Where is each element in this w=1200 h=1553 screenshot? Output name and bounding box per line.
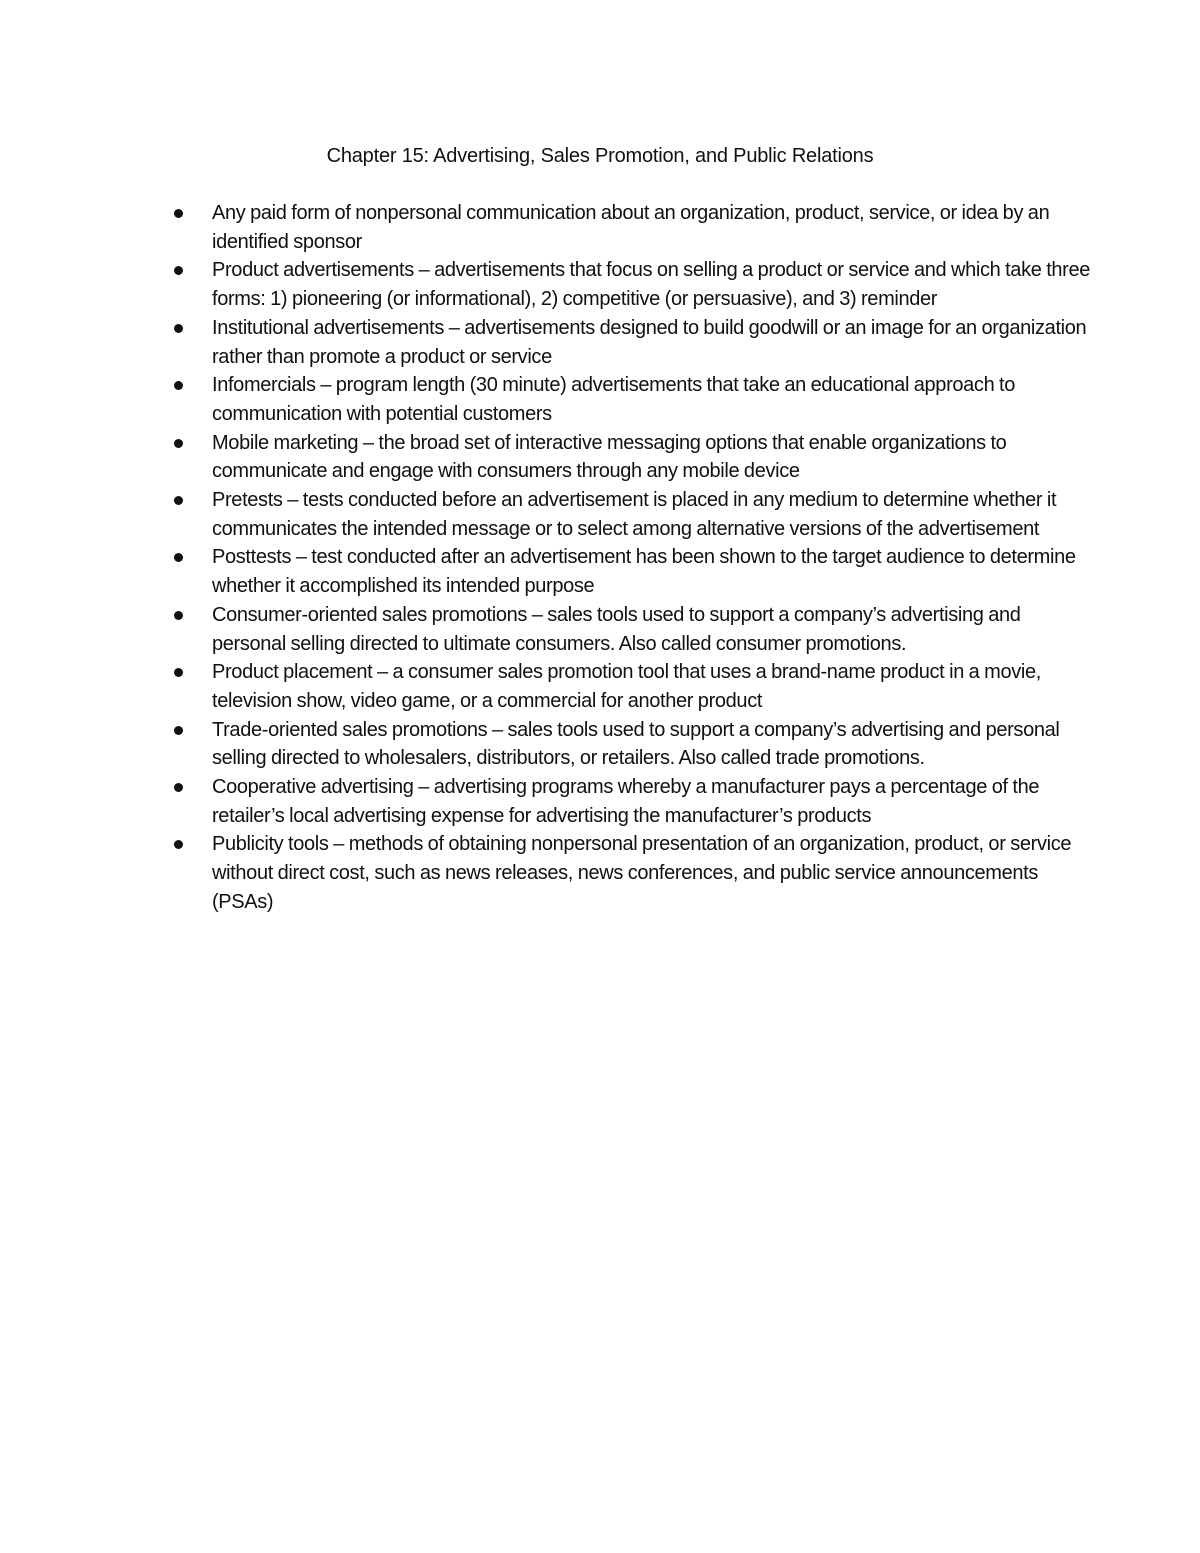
list-item-text: Trade-oriented sales promotions – sales tools used to support a company’s advertising and personal selling directed to wholesalers, distributors, or retailers. Also called trade promotions. [212,718,1060,770]
list-item-text: Infomercials – program length (30 minute) advertisements that take an educational approach to communication with potential customers [212,374,1016,425]
list-item-text: Any paid form of nonpersonal communication about an organization, product, service, or idea by an identified sponsor [212,202,1050,253]
list-item-text: Product placement – a consumer sales promotion tool that uses a brand-name product in a movie, television show, video game, or a commercial for another product [212,661,1041,712]
bullet-icon [174,266,183,275]
list-item-text: Consumer-oriented sales promotions – sales tools used to support a company’s advertising and personal selling directed to ultimate consumers. Also called consumer promotions. [212,603,1021,655]
list-item [212,199,1092,256]
bullet-icon [174,209,183,218]
list-item [212,601,1092,658]
bullet-icon [174,668,183,677]
list-item-text: Product advertisements – advertisements that focus on selling a product or service and which take three forms: 1) pioneering (or informational), 2) competitive (or persuasive), and 3) reminder [212,259,1091,311]
bullet-icon [174,324,183,333]
term-list [212,199,1092,917]
bullet-icon [174,611,183,620]
bullet-icon [174,381,183,390]
list-item-text: Institutional advertisements – advertisements designed to build goodwill or an image for an organization rather than promote a product or service [212,316,1087,368]
list-item [212,371,1092,428]
bullet-icon [174,439,183,448]
list-item [212,429,1092,486]
list-item [212,486,1092,543]
list-item [212,314,1092,371]
bullet-icon [174,840,183,849]
list-item [212,773,1092,830]
list-item-text: Publicity tools – methods of obtaining nonpersonal presentation of an organization, product, or service without direct cost, such as news releases, news conferences, and public service announcements (PSAs) [212,833,1072,913]
bullet-icon [174,783,183,792]
bullet-icon [174,553,183,562]
list-item-text: Mobile marketing – the broad set of interactive messaging options that enable organizations to communicate and engage with consumers through any mobile device [212,431,1007,483]
bullet-icon [174,496,183,505]
bullet-icon [174,726,183,735]
list-item [212,716,1092,773]
list-item-text: Cooperative advertising – advertising programs whereby a manufacturer pays a percentage of the retailer’s local advertising expense for advertising the manufacturer’s products [212,776,1040,827]
list-item [212,256,1092,313]
list-item [212,658,1092,715]
list-item [212,830,1092,916]
list-item-text: Pretests – tests conducted before an advertisement is placed in any medium to determine whether it communicates the intended message or to select among alternative versions of the advertisement [212,489,1057,540]
page-title: Chapter 15: Advertising, Sales Promotion, and Public Relations [326,145,874,167]
list-item [212,543,1092,600]
list-item-text: Posttests – test conducted after an advertisement has been shown to the target audience to determine whether it accomplished its intended purpose [212,546,1076,598]
